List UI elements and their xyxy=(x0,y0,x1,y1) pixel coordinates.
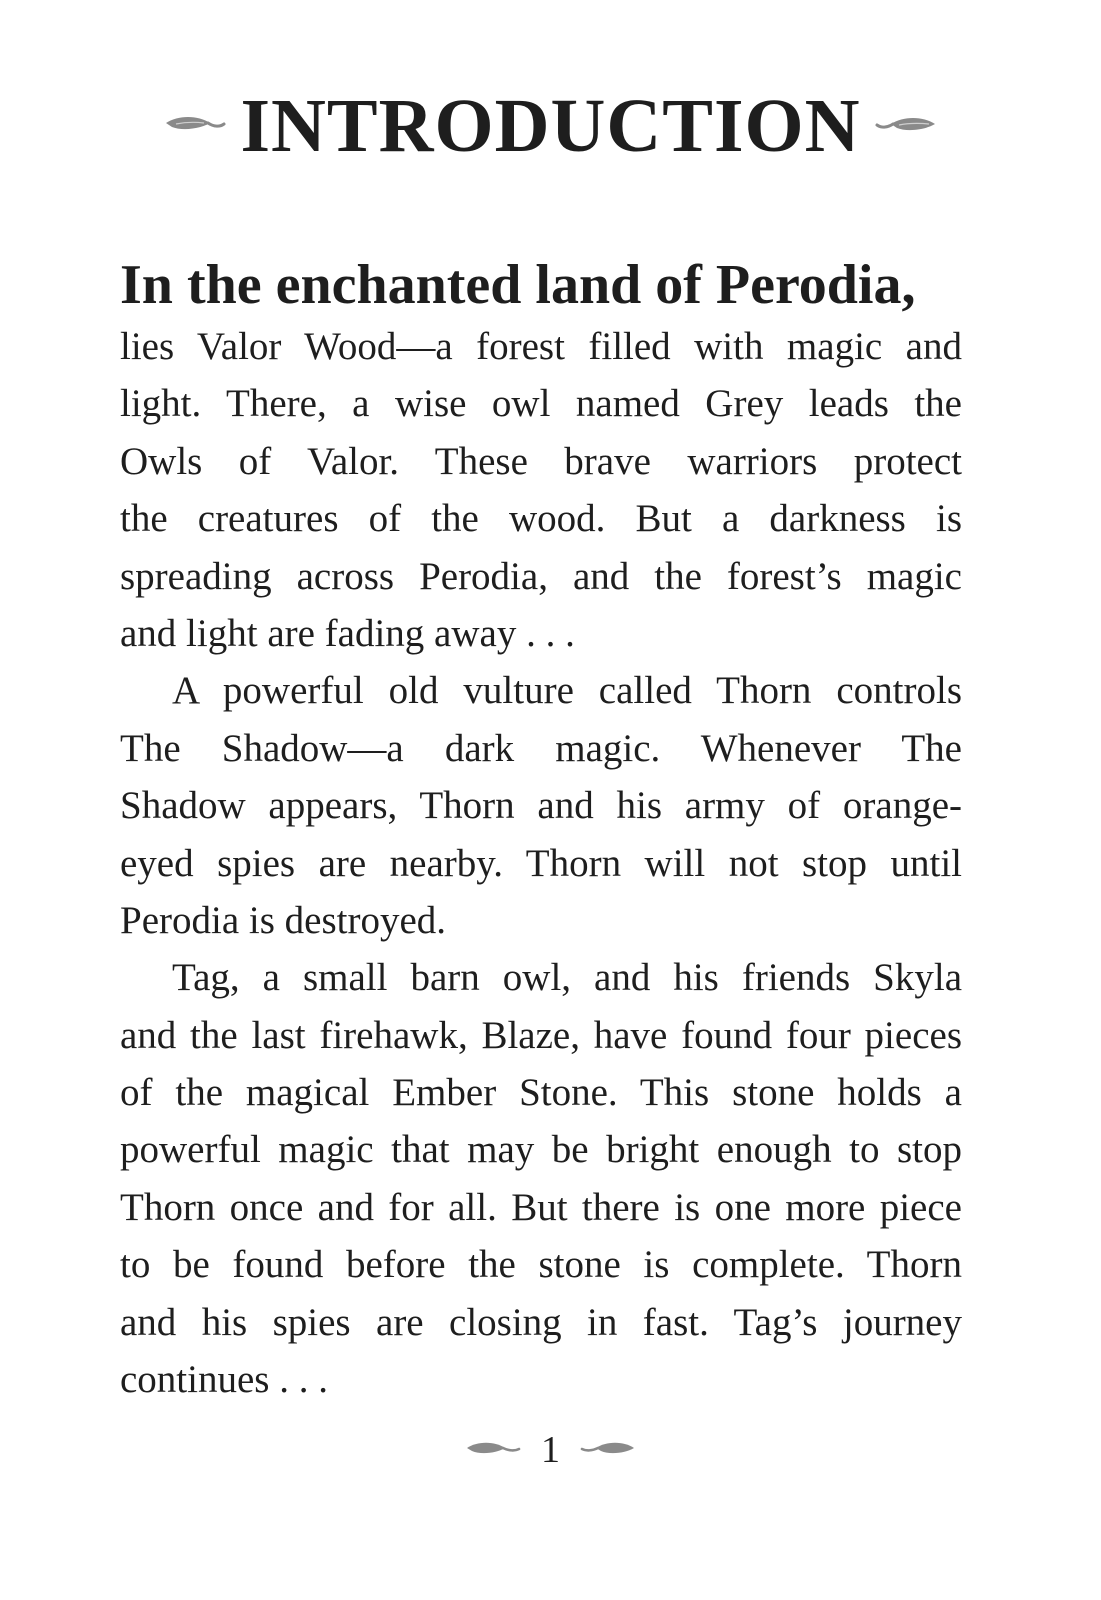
text-line: light. There, a wise owl named Grey leads the xyxy=(120,382,962,426)
lead-sentence: In the enchanted land of Perodia, xyxy=(120,254,916,316)
leaf-ornament-right-icon xyxy=(580,1439,636,1461)
page-number: 1 xyxy=(541,1429,560,1471)
leaf-ornament-left-icon xyxy=(465,1439,521,1461)
paragraph-2 xyxy=(120,662,962,949)
text-line: eyed spies are nearby. Thorn will not stop until xyxy=(120,841,962,885)
paragraph-1 xyxy=(120,318,962,662)
text-line: Perodia is destroyed. xyxy=(120,898,447,942)
text-line: The Shadow—a dark magic. Whenever The xyxy=(120,726,962,770)
leaf-ornament-left-icon xyxy=(164,113,226,139)
text-line: powerful magic that may be bright enough to stop xyxy=(120,1128,962,1172)
intro-text xyxy=(120,252,962,1408)
text-line: lies Valor Wood—a forest filled with magic and xyxy=(120,325,962,368)
heading-row xyxy=(0,84,1101,168)
text-line: and the last firehawk, Blaze, have found four pieces xyxy=(120,1013,962,1057)
text-line: Owls of Valor. These brave warriors protect xyxy=(120,439,962,483)
leaf-ornament-right-icon xyxy=(875,113,937,139)
text-line: of the magical Ember Stone. This stone holds a xyxy=(120,1071,962,1115)
chapter-heading: INTRODUCTION xyxy=(240,84,861,168)
text-line: Shadow appears, Thorn and his army of orange- xyxy=(120,784,962,828)
paragraph-3 xyxy=(120,949,962,1408)
text-line: and light are fading away . . . xyxy=(120,611,575,655)
page-footer xyxy=(0,1428,1101,1472)
text-line: to be found before the stone is complete. Thorn xyxy=(120,1243,962,1287)
text-line: Thorn once and for all. But there is one more piece xyxy=(120,1185,962,1229)
text-line: A powerful old vulture called Thorn controls xyxy=(172,669,962,713)
text-line: continues . . . xyxy=(120,1358,328,1402)
text-line: the creatures of the wood. But a darkness is xyxy=(120,497,962,541)
text-line: and his spies are closing in fast. Tag’s journey xyxy=(120,1300,962,1344)
text-line: spreading across Perodia, and the forest’s magic xyxy=(120,554,962,598)
text-line: Tag, a small barn owl, and his friends Skyla xyxy=(172,956,962,1000)
